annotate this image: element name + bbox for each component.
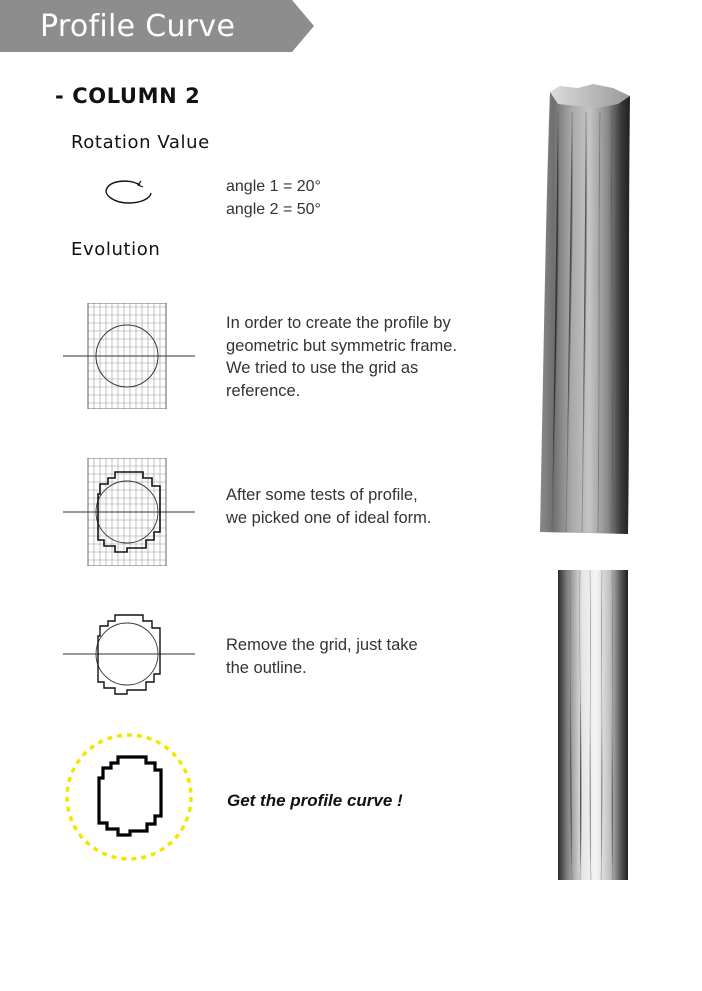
step-1-description <box>226 312 457 402</box>
rotation-icon <box>100 176 158 210</box>
angle-2-text: angle 2 = 50° <box>226 201 321 218</box>
step-2-description <box>226 484 431 529</box>
step-3-line: Remove the grid, just take <box>226 636 418 654</box>
rotation-heading: Rotation Value <box>71 132 210 153</box>
step-1-line: We tried to use the grid as <box>226 359 419 377</box>
page-title: Profile Curve <box>40 9 236 44</box>
evolution-heading: Evolution <box>71 239 161 260</box>
step-2-line: we picked one of ideal form. <box>226 508 432 527</box>
step-3-description <box>226 634 418 679</box>
grid-profile-diagram <box>63 458 195 566</box>
section-title: - COLUMN 2 <box>55 84 201 108</box>
step-3-line: the outline. <box>226 658 307 677</box>
step-1-line: reference. <box>226 381 301 400</box>
header-banner <box>0 0 314 52</box>
final-profile-diagram <box>62 730 196 864</box>
final-step-text: Get the profile curve ! <box>227 791 403 810</box>
step-2-line: After some tests of profile, <box>226 486 418 504</box>
step-1-line: geometric but symmetric frame. <box>226 336 458 355</box>
step-1-line: In order to create the profile by <box>226 314 451 332</box>
outline-diagram <box>63 612 195 696</box>
column-elevation-render <box>558 570 628 880</box>
angle-1-text: angle 1 = 20° <box>226 178 321 195</box>
column-3d-render <box>538 82 638 542</box>
grid-circle-diagram <box>63 303 195 409</box>
